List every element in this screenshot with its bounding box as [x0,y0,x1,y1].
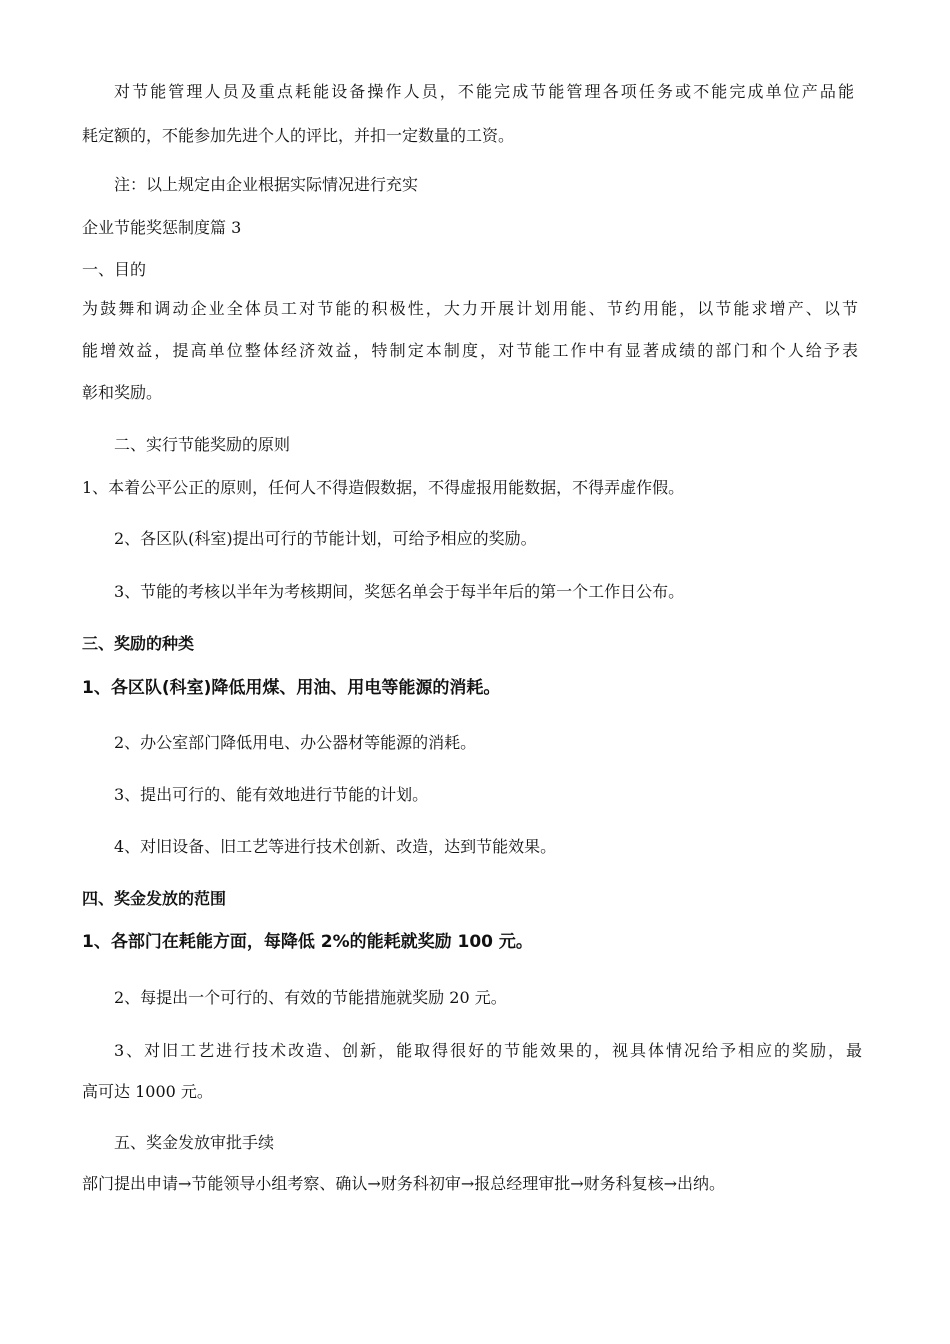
list-item: 1、本着公平公正的原则，任何人不得造假数据，不得虚报用能数据，不得弄虚作假。 [82,478,685,497]
section-title: 企业节能奖惩制度篇 3 [82,218,242,237]
list-item: 2、各区队(科室)提出可行的节能计划，可给予相应的奖励。 [114,529,537,548]
paragraph-line: 对节能管理人员及重点耗能设备操作人员，不能完成节能管理各项任务或不能完成单位产品能 [114,82,854,101]
paragraph-line: 能增效益，提高单位整体经济效益，特制定本制度，对节能工作中有显著成绩的部门和个人给予表 [82,341,858,360]
approval-flow: 部门提出申请→节能领导小组考察、确认→财务科初审→报总经理审批→财务科复核→出纳。 [82,1174,726,1193]
list-item: 4、对旧设备、旧工艺等进行技术创新、改造，达到节能效果。 [114,837,557,856]
heading-purpose: 一、目的 [82,260,147,279]
heading-reward-types: 三、奖励的种类 [82,634,195,653]
heading-principles: 二、实行节能奖励的原则 [114,435,291,454]
paragraph-line: 彰和奖励。 [82,383,163,402]
paragraph-line: 耗定额的，不能参加先进个人的评比，并扣一定数量的工资。 [82,126,515,145]
heading-bonus-scope: 四、奖金发放的范围 [82,889,227,908]
list-item-bold: 1、各部门在耗能方面，每降低 2%的能耗就奖励 100 元。 [82,932,533,952]
list-item: 3、提出可行的、能有效地进行节能的计划。 [114,785,429,804]
list-item: 2、每提出一个可行的、有效的节能措施就奖励 20 元。 [114,988,507,1007]
list-item: 3、对旧工艺进行技术改造、创新，能取得很好的节能效果的，视具体情况给予相应的奖励，最 [114,1041,862,1060]
list-item-bold: 1、各区队(科室)降低用煤、用油、用电等能源的消耗。 [82,678,501,698]
heading-approval: 五、奖金发放审批手续 [114,1133,275,1152]
paragraph-line: 为鼓舞和调动企业全体员工对节能的积极性，大力开展计划用能、节约用能，以节能求增产、以节 [82,299,858,318]
note-line: 注：以上规定由企业根据实际情况进行充实 [114,175,419,194]
list-item: 3、节能的考核以半年为考核期间，奖惩名单会于每半年后的第一个工作日公布。 [114,582,685,601]
list-item-continuation: 高可达 1000 元。 [82,1082,213,1101]
list-item: 2、办公室部门降低用电、办公器材等能源的消耗。 [114,733,477,752]
